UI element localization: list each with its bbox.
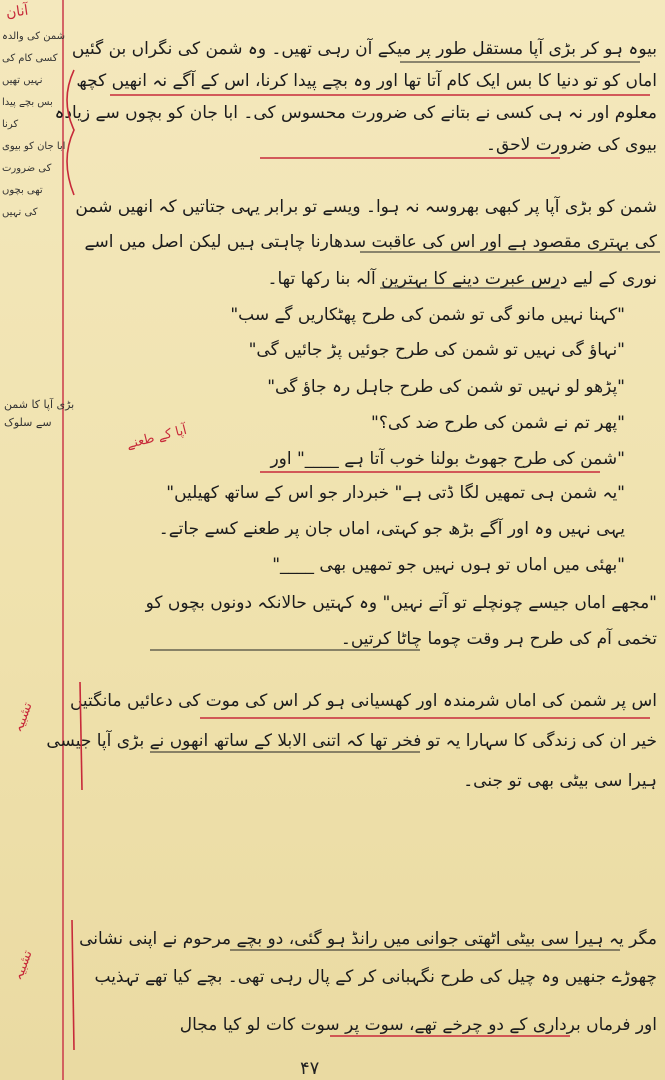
margin-note-line: کسی کام کی: [2, 53, 58, 64]
text-line: "مجھے اماں جیسے چونچلے تو آتے نہیں" وہ کہتیں حالانکہ دونوں بچوں کو: [145, 593, 657, 613]
text-line: خیر ان کی زندگی کا سہارا یہ تو فخر تھا کہ اتنی الابلا کے ساتھ انھوں نے بڑی آپا جیسی: [46, 731, 657, 751]
text-line: اماں کو تو دنیا کا بس ایک کام آتا تھا اور وہ بچے پیدا کرنا، اس کے آگے نہ انھیں کچھ: [76, 71, 657, 91]
text-line: "شمن کی طرح جھوٹ بولنا خوب آتا ہے ____" اور: [270, 449, 625, 469]
text-line: تخمی آم کی طرح ہر وقت چوما چاٹا کرتیں۔: [340, 629, 657, 649]
text-line: نوری کے لیے درس عبرت دینے کا بہترین آلہ بنا رکھا تھا۔: [267, 269, 657, 289]
text-line: بیوہ ہو کر بڑی آپا مستقل طور پر میکے آن رہی تھیں۔ وہ شمن کی نگراں بن گئیں: [71, 39, 657, 59]
text-line: شمن کو بڑی آپا پر کبھی بھروسہ نہ ہوا۔ ویسے تو برابر یہی جتاتیں کہ انھیں شمن: [75, 197, 657, 217]
text-line: "یہ شمن ہی تمھیں لگا ڈتی ہے" خبردار جو اس کے ساتھ کھیلیں": [166, 483, 625, 503]
margin-note-line: ابا جان کو بیوی: [2, 141, 66, 152]
text-line: اس پر شمن کی اماں شرمندہ اور کھسیانی ہو کر اس کی موت کی دعائیں مانگتیں: [69, 691, 657, 711]
text-line: "پڑھو لو نہیں تو شمن کی طرح جاہل رہ جاؤ گی": [267, 377, 625, 397]
text-line: "کہنا نہیں مانو گی تو شمن کی طرح پھٹکاریں گے سب": [230, 305, 625, 325]
margin-note-line: بڑی آپا کا شمن: [4, 398, 75, 411]
margin-note-line: کرنا: [2, 119, 19, 130]
margin-note-line: تھی بچوں: [2, 185, 43, 196]
text-line: "بھئی میں اماں تو ہوں نہیں جو تمھیں بھی ____": [272, 555, 625, 575]
page-number: ۴۷: [300, 1058, 320, 1079]
margin-note-line: شمن کی والدہ: [2, 31, 65, 42]
margin-note-line: سے سلوک: [4, 416, 52, 429]
top-margin-note: آنان: [4, 2, 30, 22]
text-line: معلوم اور نہ ہی کسی نے بتانے کی ضرورت محسوس کی۔ ابا جان کو بچوں سے زیادہ: [54, 103, 657, 123]
text-line: کی بہتری مقصود ہے اور اس کی عاقبت سدھارنا چاہتی ہیں لیکن اصل میں اسے: [84, 232, 657, 252]
margin-note-line: کی نہیں: [2, 207, 38, 218]
text-line: اور فرماں برداری کے دو چرخے تھے، سوت پر سوت کات لو کیا مجال: [179, 1015, 657, 1035]
text-line: مگر یہ ہیرا سی بیٹی اٹھتی جوانی میں رانڈ ہو گئی، دو بچے مرحوم نے اپنی نشانی: [79, 929, 657, 949]
text-line: "پھر تم نے شمن کی طرح ضد کی؟": [371, 413, 625, 433]
red-margin-note: تشبیہ: [11, 948, 36, 983]
text-line: یہی نہیں وہ اور آگے بڑھ جو کہتی، اماں جان پر طعنے کسے جاتے۔: [158, 519, 625, 539]
red-margin-note: آپا کے طعنے: [125, 422, 189, 453]
text-line: بیوی کی ضرورت لاحق۔: [485, 135, 657, 155]
red-bracket: [67, 70, 74, 195]
margin-note-line: کی ضرورت: [2, 163, 52, 174]
red-bracket: [72, 920, 74, 1050]
margin-note-line: بس بچے پیدا: [2, 97, 53, 108]
left-margin-notes: [2, 26, 65, 224]
red-margin-note: تشبیہ: [11, 700, 36, 735]
text-line: "نہاؤ گی نہیں تو شمن کی طرح جوئیں پڑ جائیں گی": [248, 340, 625, 360]
text-line: ہیرا سی بیٹی بھی تو جنی۔: [463, 771, 657, 791]
margin-note-line: نہیں تھیں: [2, 75, 43, 86]
left-margin-note-mid: [4, 396, 74, 432]
text-line: چھوڑے جنھیں وہ چیل کی طرح نگہبانی کر کے پال رہی تھی۔ بچے کیا تھے تہذیب: [94, 967, 657, 987]
